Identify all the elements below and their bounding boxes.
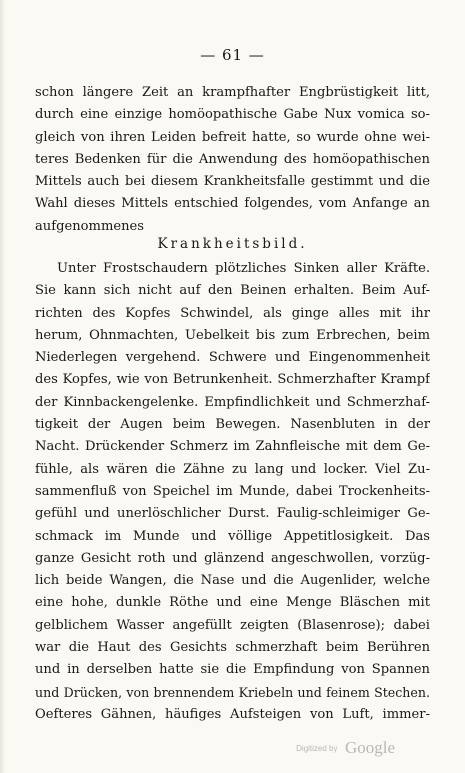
text-line: Nacht. Drückender Schmerz im Zahnfleische mit dem Ge-: [35, 439, 430, 455]
paragraph-krankheitsbild: [35, 258, 430, 726]
text-line: eine hohe, dunkle Röthe und eine Menge Bläschen mit: [35, 595, 430, 611]
text-line: und in derselben hatte sie die Empfindung von Spannen: [35, 662, 430, 678]
page-number: — 61 —: [200, 46, 265, 64]
digitized-by-watermark: [296, 738, 395, 758]
text-line: gelblichem Wasser angefüllt zeigten (Blasenrose); dabei: [35, 617, 430, 633]
text-line: gefühl und unerlöschlicher Durst. Faulig-schleimiger Ge-: [35, 506, 430, 522]
text-line: herum, Ohnmachten, Uebelkeit bis zum Erbrechen, beim: [35, 327, 430, 343]
text-line: gleich von ihren Leiden befreit hatte, so wurde ohne wei-: [35, 129, 430, 145]
text-line: fühle, als wären die Zähne zu lang und locker. Viel Zu-: [35, 461, 430, 477]
watermark-prefix: Digitized by: [296, 743, 338, 753]
text-line: Niederlegen vergehend. Schwere und Eingenommenheit: [35, 350, 430, 366]
text-line: richten des Kopfes Schwindel, als ginge alles mit ihr: [35, 305, 430, 321]
section-heading: Krankheitsbild.: [157, 236, 308, 252]
text-line: teres Bedenken für die Anwendung des homöopathischen: [35, 151, 430, 167]
text-line: durch eine einzige homöopathische Gabe Nux vomica so-: [35, 107, 430, 123]
text-line: aufgenommenes: [35, 218, 145, 234]
text-line: der Kinnbackengelenke. Empfindlichkeit und Schmerzhaf-: [35, 394, 430, 410]
text-line: tigkeit der Augen beim Bewegen. Nasenbluten in der: [35, 417, 430, 433]
paragraph-continuation: [35, 82, 430, 238]
text-line: schon längere Zeit an krampfhafter Engbrüstigkeit litt,: [35, 85, 430, 100]
text-line: sammenfluß von Speichel im Munde, dabei Trockenheits-: [35, 483, 430, 499]
text-line: Sie kann sich nicht auf den Beinen erhalten. Beim Auf-: [35, 283, 430, 299]
text-line: lich beide Wangen, die Nase und die Augenlider, welche: [35, 573, 430, 589]
page-edge: [0, 0, 6, 773]
text-line: und Drücken, von brennendem Kriebeln und feinem Stechen.: [35, 684, 430, 700]
text-line: des Kopfes, wie von Betrunkenheit. Schmerzhafter Krampf: [35, 372, 430, 388]
text-line: ganze Gesicht roth und glänzend angeschwollen, vorzüg-: [35, 550, 430, 566]
text-line: war die Haut des Gesichts schmerzhaft beim Berühren: [35, 640, 430, 656]
text-line: schmack im Munde und völlige Appetitlosigkeit. Das: [35, 528, 430, 544]
text-line: Unter Frostschaudern plötzliches Sinken aller Kräfte.: [57, 261, 430, 276]
google-logo: Google: [344, 738, 395, 757]
text-line: Mittels auch bei diesem Krankheitsfalle gestimmt und die: [35, 174, 430, 190]
text-line: Oefteres Gähnen, häufiges Aufsteigen von Luft, immer-: [35, 706, 430, 722]
text-line: Wahl dieses Mittels entschied folgendes, vom Anfange an: [35, 196, 430, 212]
